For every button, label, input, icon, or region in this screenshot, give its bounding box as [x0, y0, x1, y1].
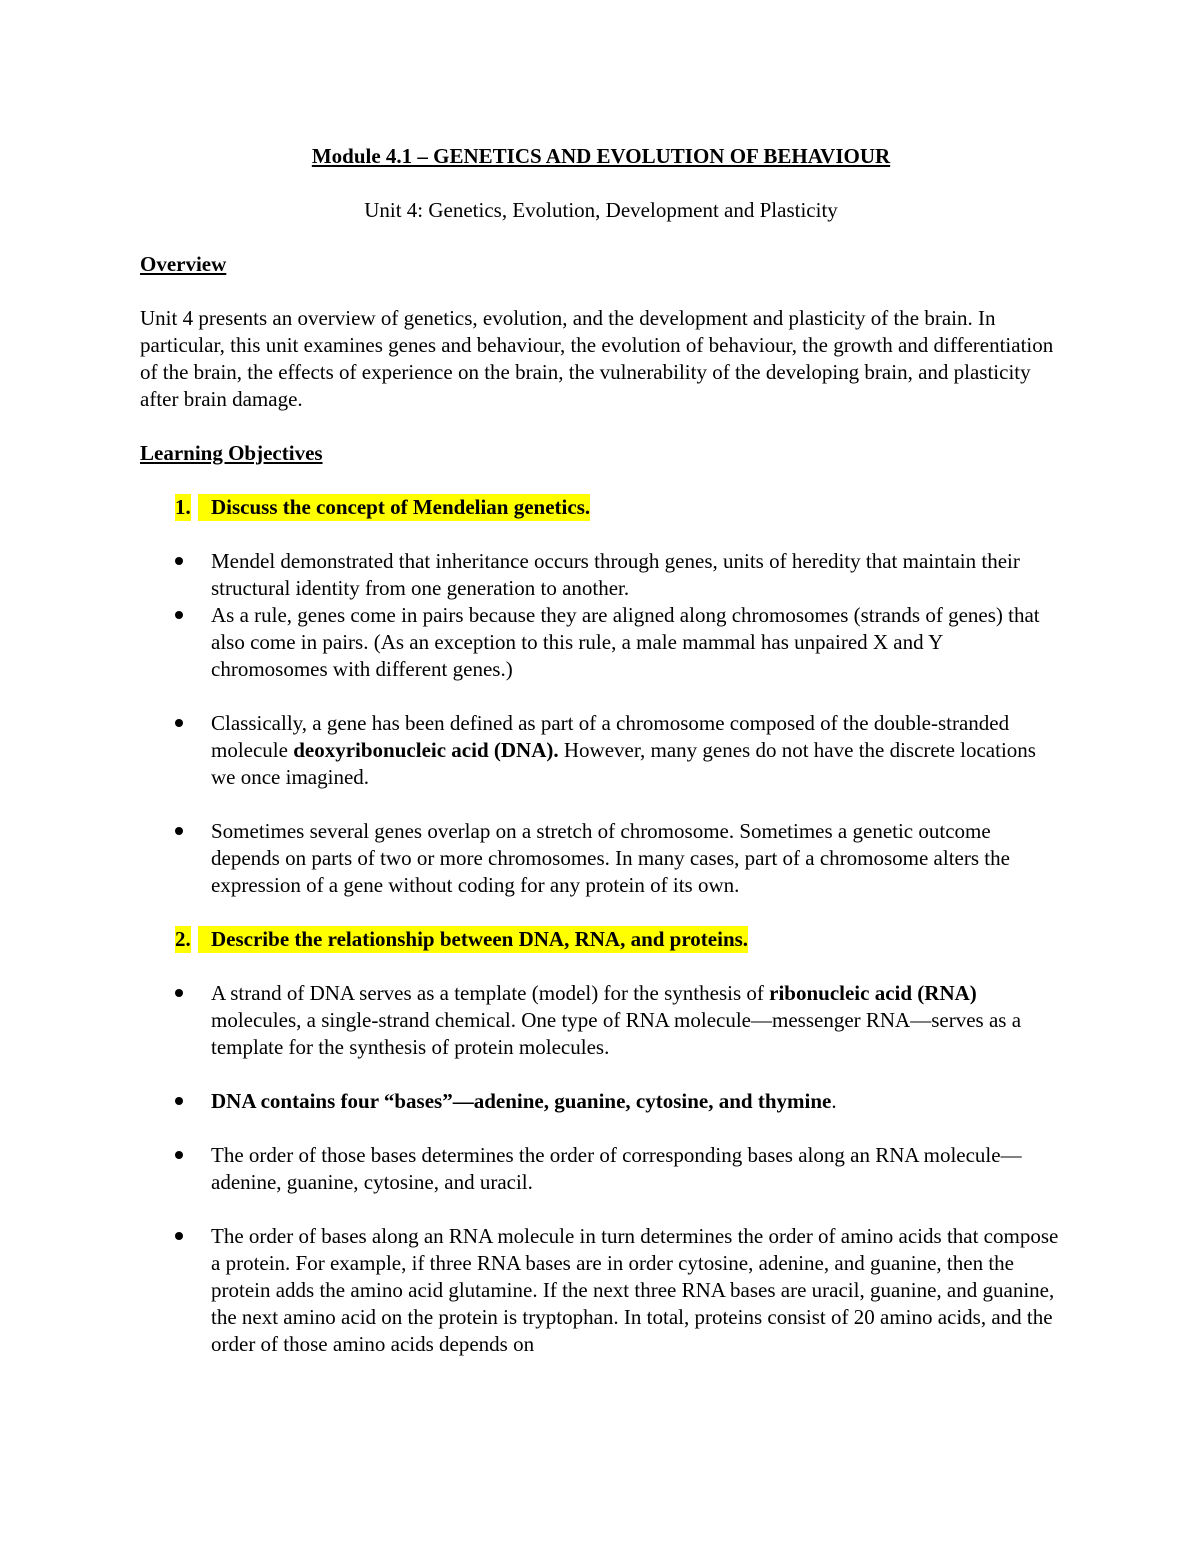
bullet-dot-icon: [175, 989, 183, 997]
bullet-dot-icon: [175, 827, 183, 835]
bullet-dot-icon: [175, 1151, 183, 1159]
objective-1-bullet-list: [140, 548, 1062, 899]
objective-2-text: Describe the relationship between DNA, RNA, and proteins.: [211, 927, 749, 951]
overview-paragraph: Unit 4 presents an overview of genetics, evolution, and the development and plasticity of the brain. In particular, this unit examines genes and behaviour, the evolution of behaviour, the growth and differentiation of the brain, the effects of experience on the brain, the vulnerability of the developing brain, and plasticity after brain damage.: [140, 306, 1054, 411]
objective-1-highlight-gap: [198, 494, 212, 521]
overview-heading: Overview: [140, 252, 227, 276]
list-item: [140, 1223, 1062, 1358]
list-item: [140, 818, 1062, 899]
list-item: [140, 548, 1062, 602]
objective-2-highlight-gap: [198, 926, 212, 953]
list-item: [140, 1088, 1062, 1115]
learning-objectives-heading: Learning Objectives: [140, 441, 323, 465]
list-item: [140, 710, 1062, 791]
bullet-dot-icon: [175, 611, 183, 619]
bullet-dot-icon: [175, 557, 183, 565]
document-title: Module 4.1 – GENETICS AND EVOLUTION OF BEHAVIOUR: [311, 144, 891, 168]
bullet-text-after: .: [831, 1089, 837, 1113]
objective-1-number: 1.: [175, 495, 191, 519]
objective-1-text: Discuss the concept of Mendelian genetics.: [211, 495, 591, 519]
bullet-text-after: molecules, a single-strand chemical. One type of RNA molecule—messenger RNA—serves as a template for the synthesis of protein molecules.: [211, 1008, 1022, 1059]
bullet-bold-term: ribonucleic acid (RNA): [769, 981, 977, 1005]
objective-2: [140, 926, 1062, 953]
bullet-dot-icon: [175, 1232, 183, 1240]
document-subtitle: Unit 4: Genetics, Evolution, Development and Plasticity: [364, 198, 838, 222]
bullet-dot-icon: [175, 719, 183, 727]
bullet-text-after: However, many genes do not have the discrete locations we once imagined.: [211, 738, 1036, 789]
document-content: [140, 140, 1062, 1358]
objective-1: [140, 494, 1062, 521]
bullet-bold-term: deoxyribonucleic acid (DNA).: [293, 738, 559, 762]
bullet-text: The order of those bases determines the order of corresponding bases along an RNA molecule—adenine, guanine, cytosine, and uracil.: [211, 1143, 1022, 1194]
bullet-text: The order of bases along an RNA molecule in turn determines the order of amino acids that compose a protein. For example, if three RNA bases are in order cytosine, adenine, and guanine, then the protein adds the amino acid glutamine. If the next three RNA bases are uracil, guanine, and guanine, the next amino acid on the protein is tryptophan. In total, proteins consist of 20 amino acids, and the order of those amino acids depends on: [211, 1224, 1059, 1356]
bullet-dot-icon: [175, 1097, 183, 1105]
list-item: [140, 602, 1062, 683]
bullet-text-before: A strand of DNA serves as a template (model) for the synthesis of: [211, 981, 770, 1005]
list-item: [140, 1142, 1062, 1196]
list-item: [140, 980, 1062, 1061]
bullet-text: As a rule, genes come in pairs because they are aligned along chromosomes (strands of genes) that also come in pairs. (As an exception to this rule, a male mammal has unpaired X and Y chromosomes with different genes.): [211, 603, 1040, 681]
objective-2-number: 2.: [175, 927, 191, 951]
objective-2-bullet-list: [140, 980, 1062, 1358]
bullet-text: Mendel demonstrated that inheritance occurs through genes, units of heredity that maintain their structural identity from one generation to another.: [211, 549, 1020, 600]
bullet-text-before: Classically, a gene has been defined as part of a chromosome composed of the double-stranded molecule: [211, 711, 1010, 762]
bullet-text: Sometimes several genes overlap on a stretch of chromosome. Sometimes a genetic outcome depends on parts of two or more chromosomes. In many cases, part of a chromosome alters the expression of a gene without coding for any protein of its own.: [211, 819, 1010, 897]
bullet-bold-term: DNA contains four “bases”—adenine, guanine, cytosine, and thymine: [211, 1089, 832, 1113]
